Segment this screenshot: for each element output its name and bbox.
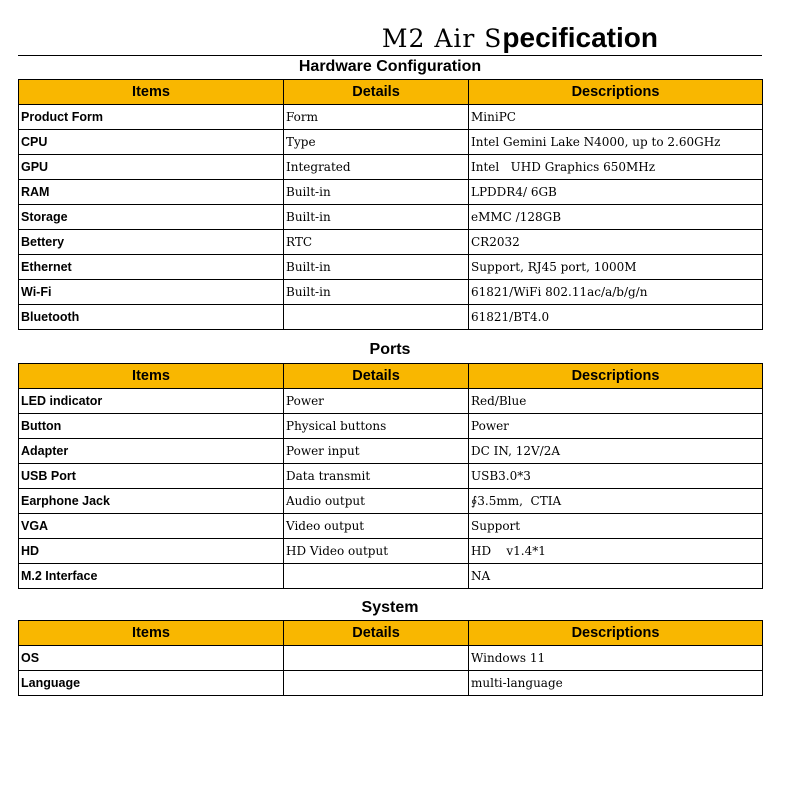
- cell-item: USB Port: [19, 464, 284, 489]
- cell-description: MiniPC: [469, 105, 763, 130]
- column-header-details: Details: [284, 621, 469, 646]
- cell-description: Intel Gemini Lake N4000, up to 2.60GHz: [469, 130, 763, 155]
- column-header-items: Items: [19, 621, 284, 646]
- column-header-details: Details: [284, 80, 469, 105]
- cell-description: Intel UHD Graphics 650MHz: [469, 155, 763, 180]
- cell-detail: Video output: [284, 514, 469, 539]
- column-header-details: Details: [284, 364, 469, 389]
- cell-detail: Built-in: [284, 280, 469, 305]
- table-row: [19, 155, 763, 180]
- table-header-row: [19, 364, 763, 389]
- title-part-model: M2 Air S: [381, 24, 503, 53]
- table-row: [19, 489, 763, 514]
- table-row: [19, 130, 763, 155]
- table-row: [19, 646, 763, 671]
- cell-item: Ethernet: [19, 255, 284, 280]
- cell-item: Language: [19, 671, 284, 696]
- table-row: [19, 389, 763, 414]
- cell-detail: Built-in: [284, 205, 469, 230]
- cell-detail: Integrated: [284, 155, 469, 180]
- table-row: [19, 439, 763, 464]
- cell-description: 61821/BT4.0: [469, 305, 763, 330]
- cell-item: Product Form: [19, 105, 284, 130]
- cell-item: RAM: [19, 180, 284, 205]
- cell-description: Support, RJ45 port, 1000M: [469, 255, 763, 280]
- column-header-descriptions: Descriptions: [469, 364, 763, 389]
- hardware-table: [18, 79, 763, 330]
- cell-description: USB3.0*3: [469, 464, 763, 489]
- cell-item: Earphone Jack: [19, 489, 284, 514]
- table-row: [19, 205, 763, 230]
- cell-item: GPU: [19, 155, 284, 180]
- cell-detail: Audio output: [284, 489, 469, 514]
- page-title: [0, 20, 762, 57]
- table-row: [19, 255, 763, 280]
- system-table: [18, 620, 763, 696]
- cell-item: Bettery: [19, 230, 284, 255]
- title-underline: [18, 55, 762, 56]
- cell-detail: [284, 671, 469, 696]
- cell-description: Red/Blue: [469, 389, 763, 414]
- cell-detail: [284, 646, 469, 671]
- cell-detail: HD Video output: [284, 539, 469, 564]
- cell-detail: RTC: [284, 230, 469, 255]
- cell-item: OS: [19, 646, 284, 671]
- ports-section-title: Ports: [369, 341, 411, 358]
- title-part-spec: pecification: [502, 22, 658, 53]
- table-row: [19, 564, 763, 589]
- table-row: [19, 280, 763, 305]
- cell-item: Button: [19, 414, 284, 439]
- table-row: [19, 539, 763, 564]
- cell-description: Power: [469, 414, 763, 439]
- cell-description: CR2032: [469, 230, 763, 255]
- table-header-row: [19, 80, 763, 105]
- cell-description: eMMC /128GB: [469, 205, 763, 230]
- column-header-descriptions: Descriptions: [469, 80, 763, 105]
- cell-detail: Built-in: [284, 255, 469, 280]
- cell-description: NA: [469, 564, 763, 589]
- table-row: [19, 514, 763, 539]
- column-header-items: Items: [19, 364, 284, 389]
- table-row: [19, 671, 763, 696]
- cell-description: DC IN, 12V/2A: [469, 439, 763, 464]
- table-row: [19, 105, 763, 130]
- cell-detail: Type: [284, 130, 469, 155]
- cell-description: LPDDR4/ 6GB: [469, 180, 763, 205]
- table-row: [19, 414, 763, 439]
- cell-detail: Built-in: [284, 180, 469, 205]
- table-row: [19, 180, 763, 205]
- ports-table: [18, 363, 763, 589]
- cell-item: CPU: [19, 130, 284, 155]
- cell-item: Adapter: [19, 439, 284, 464]
- cell-description: multi-language: [469, 671, 763, 696]
- cell-item: Wi-Fi: [19, 280, 284, 305]
- cell-description: Support: [469, 514, 763, 539]
- system-section-title: System: [361, 599, 419, 616]
- cell-item: LED indicator: [19, 389, 284, 414]
- cell-description: 61821/WiFi 802.11ac/a/b/g/n: [469, 280, 763, 305]
- hardware-section-title: Hardware Configuration: [298, 58, 482, 75]
- cell-item: Bluetooth: [19, 305, 284, 330]
- table-header-row: [19, 621, 763, 646]
- cell-item: HD: [19, 539, 284, 564]
- cell-description: HD v1.4*1: [469, 539, 763, 564]
- column-header-items: Items: [19, 80, 284, 105]
- table-row: [19, 464, 763, 489]
- cell-description: Windows 11: [469, 646, 763, 671]
- cell-detail: Power: [284, 389, 469, 414]
- cell-item: M.2 Interface: [19, 564, 284, 589]
- cell-detail: [284, 305, 469, 330]
- cell-detail: [284, 564, 469, 589]
- table-row: [19, 305, 763, 330]
- column-header-descriptions: Descriptions: [469, 621, 763, 646]
- table-row: [19, 230, 763, 255]
- cell-item: Storage: [19, 205, 284, 230]
- cell-item: VGA: [19, 514, 284, 539]
- cell-detail: Data transmit: [284, 464, 469, 489]
- cell-description: ∮3.5mm, CTIA: [469, 489, 763, 514]
- cell-detail: Physical buttons: [284, 414, 469, 439]
- cell-detail: Power input: [284, 439, 469, 464]
- cell-detail: Form: [284, 105, 469, 130]
